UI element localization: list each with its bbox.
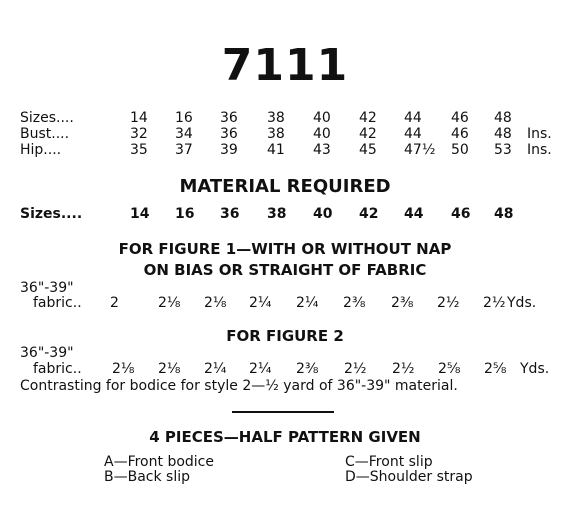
figure2-width-label: 36"-39" — [20, 345, 74, 361]
sizes-table-row-label: Sizes.... — [20, 110, 74, 126]
sizes-table-cell: 36 — [220, 110, 238, 126]
figure2-unit: Yds. — [520, 361, 550, 377]
sizes-table-cell: 42 — [359, 126, 377, 142]
figure2-value-cell: 2¼ — [249, 361, 272, 377]
sizes-table-cell: 53 — [494, 142, 512, 158]
sizes-table-cell: 46 — [451, 126, 469, 142]
figure1-value-cell: 2 — [110, 295, 119, 311]
figure2-value-cell: 2⅝ — [484, 361, 507, 377]
piece-b: B—Back slip — [104, 469, 191, 485]
material-size-cell: 46 — [451, 206, 471, 222]
material-sizes-label: Sizes.... — [20, 206, 83, 222]
sizes-table-cell: 46 — [451, 110, 469, 126]
figure1-value-cell: 2¼ — [296, 295, 319, 311]
sizes-table-cell: 48 — [494, 110, 512, 126]
figure2-value-cell: 2⅝ — [438, 361, 461, 377]
sizes-table-unit: Ins. — [527, 126, 552, 142]
figure1-value-cell: 2⅜ — [343, 295, 366, 311]
sizes-table-unit: Ins. — [527, 142, 552, 158]
figure2-fabric-label: fabric.. — [33, 361, 82, 377]
sizes-table-cell: 32 — [130, 126, 148, 142]
figure1-unit: Yds. — [507, 295, 537, 311]
sizes-table-cell: 34 — [175, 126, 193, 142]
figure1-value-cell: 2½ — [483, 295, 506, 311]
sizes-table-cell: 38 — [267, 126, 285, 142]
figure1-width-label: 36"-39" — [20, 280, 74, 296]
sizes-table-cell: 16 — [175, 110, 193, 126]
figure1-fabric-label: fabric.. — [33, 295, 82, 311]
material-size-cell: 48 — [494, 206, 514, 222]
material-size-cell: 44 — [404, 206, 424, 222]
sizes-table-row-label: Bust.... — [20, 126, 70, 142]
material-size-cell: 40 — [313, 206, 333, 222]
divider — [232, 411, 334, 413]
sizes-table-row-label: Hip.... — [20, 142, 62, 158]
sizes-table-cell: 35 — [130, 142, 148, 158]
figure2-value-cell: 2½ — [392, 361, 415, 377]
sizes-table-cell: 37 — [175, 142, 193, 158]
material-heading: MATERIAL REQUIRED — [179, 176, 391, 197]
material-size-cell: 42 — [359, 206, 379, 222]
sizes-table-cell: 14 — [130, 110, 148, 126]
sizes-table-cell: 43 — [313, 142, 331, 158]
sizes-table-cell: 39 — [220, 142, 238, 158]
figure1-heading-line2: ON BIAS OR STRAIGHT OF FABRIC — [143, 261, 427, 279]
figure2-value-cell: 2¼ — [204, 361, 227, 377]
sizes-table-cell: 48 — [494, 126, 512, 142]
figure1-value-cell: 2⅛ — [158, 295, 181, 311]
sizes-table-cell: 41 — [267, 142, 285, 158]
sizes-table-cell: 44 — [404, 126, 422, 142]
pattern-number: 7111 — [221, 40, 349, 91]
sizes-table-cell: 44 — [404, 110, 422, 126]
figure2-value-cell: 2⅛ — [112, 361, 135, 377]
figure2-value-cell: 2½ — [344, 361, 367, 377]
figure1-value-cell: 2⅜ — [391, 295, 414, 311]
sizes-table-cell: 40 — [313, 126, 331, 142]
sizes-table-cell: 36 — [220, 126, 238, 142]
figure2-heading: FOR FIGURE 2 — [226, 327, 344, 345]
piece-a: A—Front bodice — [104, 454, 214, 470]
sizes-table-cell: 50 — [451, 142, 469, 158]
sizes-table-cell: 42 — [359, 110, 377, 126]
figure1-value-cell: 2¼ — [249, 295, 272, 311]
material-size-cell: 14 — [130, 206, 150, 222]
contrasting-note: Contrasting for bodice for style 2—½ yard of 36"-39" material. — [20, 378, 458, 394]
sizes-table-cell: 47½ — [404, 142, 436, 158]
figure2-value-cell: 2⅜ — [296, 361, 319, 377]
sizes-table-cell: 40 — [313, 110, 331, 126]
sizes-table-cell: 45 — [359, 142, 377, 158]
piece-d: D—Shoulder strap — [345, 469, 473, 485]
sizes-table-cell: 38 — [267, 110, 285, 126]
material-size-cell: 16 — [175, 206, 195, 222]
piece-c: C—Front slip — [345, 454, 433, 470]
pieces-heading: 4 PIECES—HALF PATTERN GIVEN — [149, 428, 421, 446]
figure2-value-cell: 2⅛ — [158, 361, 181, 377]
figure1-value-cell: 2½ — [437, 295, 460, 311]
figure1-value-cell: 2⅛ — [204, 295, 227, 311]
figure1-heading-line1: FOR FIGURE 1—WITH OR WITHOUT NAP — [118, 240, 452, 258]
material-size-cell: 38 — [267, 206, 287, 222]
material-size-cell: 36 — [220, 206, 240, 222]
